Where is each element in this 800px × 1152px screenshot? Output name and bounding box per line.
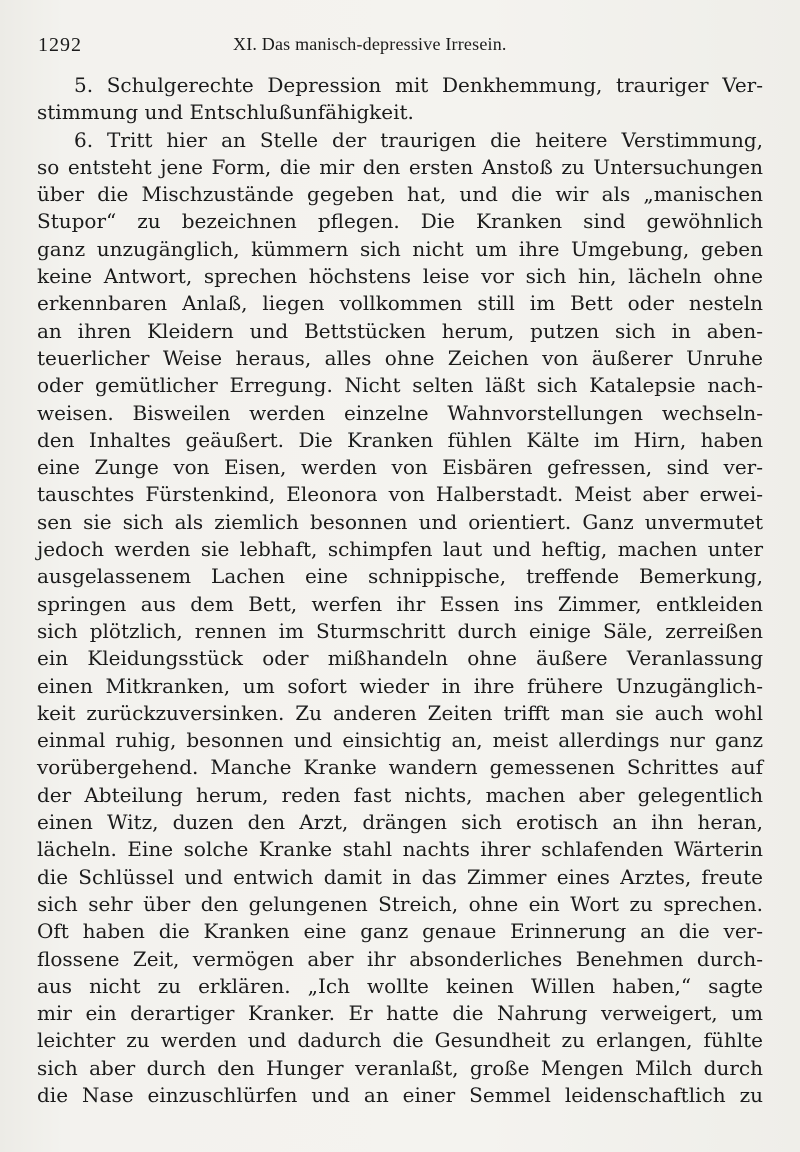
text-line: sich plötzlich, rennen im Sturmschritt durch einige Säle, zerreißen (37, 618, 763, 643)
text-line: ausgelassenem Lachen eine schnippische, treffende Bemerkung, (37, 564, 763, 589)
text-line: ganz unzugänglich, kümmern sich nicht um ihre Umgebung, geben (37, 236, 763, 261)
text-line: aus nicht zu erklären. „Ich wollte keinen Willen haben,“ sagte (37, 973, 763, 998)
text-line: keit zurückzuversinken. Zu anderen Zeiten trifft man sie auch wohl (37, 700, 763, 725)
text-line: erkennbaren Anlaß, liegen vollkommen still im Bett oder nesteln (37, 291, 763, 316)
text-line: einen Witz, duzen den Arzt, drängen sich erotisch an ihn heran, (37, 810, 763, 835)
text-line: sich sehr über den gelungenen Streich, ohne ein Wort zu sprechen. (37, 891, 763, 916)
text-line: den Inhaltes geäußert. Die Kranken fühlen Kälte im Hirn, haben (37, 427, 763, 452)
text-line: oder gemütlicher Erregung. Nicht selten läßt sich Katalepsie nach- (37, 373, 763, 398)
text-line: 6. Tritt hier an Stelle der traurigen die heitere Verstimmung, (74, 127, 763, 152)
text-line: 5. Schulgerechte Depression mit Denkhemmung, trauriger Ver- (74, 73, 763, 97)
running-head: XI. Das manisch-depressive Irresein. (233, 34, 507, 54)
text-line: einmal ruhig, besonnen und einsichtig an, meist allerdings nur ganz (37, 728, 763, 753)
text-line: Oft haben die Kranken eine ganz genaue Erinnerung an die ver- (37, 919, 763, 944)
text-line: so entsteht jene Form, die mir den ersten Anstoß zu Untersuchungen (37, 154, 763, 179)
text-line (37, 181, 763, 208)
body-text (37, 72, 763, 1109)
text-line: die Schlüssel und entwich damit in das Zimmer eines Arztes, freute (37, 864, 763, 889)
text-line: einen Mitkranken, um sofort wieder in ihre frühere Unzugänglich- (37, 673, 763, 698)
text-line: stimmung und Entschlußunfähigkeit. (37, 100, 414, 125)
text-line: lächeln. Eine solche Kranke stahl nachts ihrer schlafenden Wärterin (37, 837, 763, 862)
text-line: an ihren Kleidern und Bettstücken herum, putzen sich in aben- (37, 318, 763, 343)
text-line: sen sie sich als ziemlich besonnen und orientiert. Ganz unvermutet (37, 509, 763, 534)
text-line: die Nase einzuschlürfen und an einer Semmel leidenschaftlich zu (37, 1082, 763, 1107)
text-line: mir ein derartiger Kranker. Er hatte die Nahrung verweigert, um (37, 1001, 763, 1026)
text-line: teuerlicher Weise heraus, alles ohne Zeichen von äußerer Unruhe (37, 345, 763, 370)
text-segment: über die Mischzustände gegeben hat, und die wir als „manischen (37, 182, 763, 207)
text-line: eine Zunge von Eisen, werden von Eisbären gefressen, sind ver- (37, 455, 763, 480)
text-line: tauschtes Fürstenkind, Eleonora von Halberstadt. Meist aber erwei- (37, 482, 763, 507)
text-line: vorübergehend. Manche Kranke wandern gemessenen Schrittes auf (37, 755, 763, 780)
text-line: keine Antwort, sprechen höchstens leise vor sich hin, lächeln ohne (37, 264, 763, 289)
text-line: jedoch werden sie lebhaft, schimpfen laut und heftig, machen unter (37, 537, 763, 562)
page-number: 1292 (38, 34, 82, 56)
text-line: Stupor“ zu bezeichnen pflegen. Die Kranken sind gewöhnlich (37, 209, 763, 234)
text-line: der Abteilung herum, reden fast nichts, machen aber gelegentlich (37, 782, 763, 807)
text-line: ein Kleidungsstück oder mißhandeln ohne äußere Veranlassung (37, 646, 763, 671)
text-line: weisen. Bisweilen werden einzelne Wahnvorstellungen wechseln- (37, 400, 763, 425)
text-line: sich aber durch den Hunger veranlaßt, große Mengen Milch durch (37, 1055, 763, 1080)
text-line: leichter zu werden und dadurch die Gesundheit zu erlangen, fühlte (37, 1028, 763, 1053)
text-line: flossene Zeit, vermögen aber ihr absonderliches Benehmen durch- (37, 946, 763, 971)
page-header (38, 34, 756, 58)
text-line: springen aus dem Bett, werfen ihr Essen ins Zimmer, entkleiden (37, 591, 763, 616)
